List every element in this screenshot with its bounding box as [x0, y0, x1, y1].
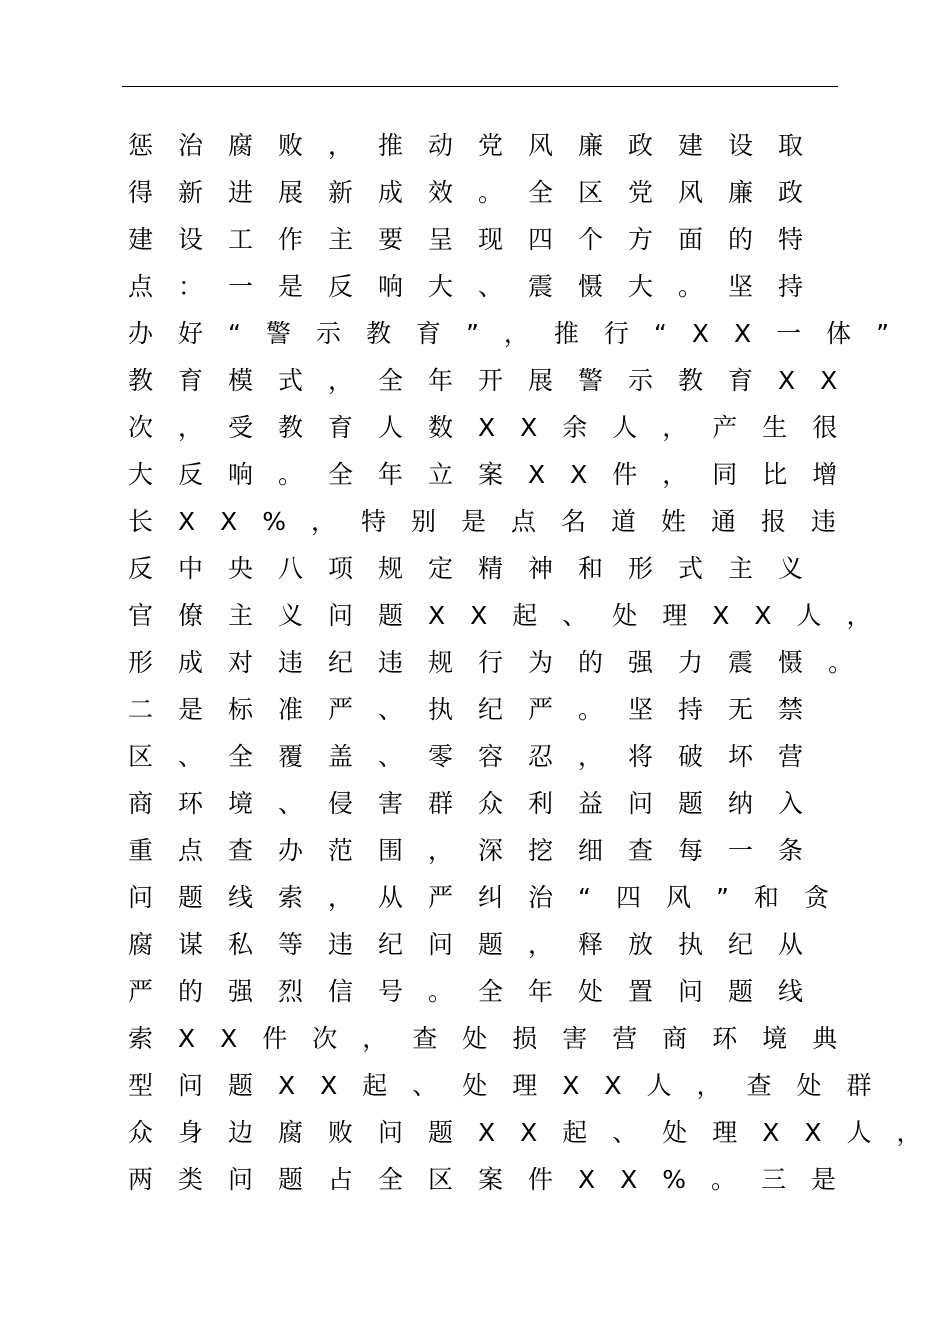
text-line: 重点查办范围，深挖细查每一条: [128, 836, 829, 865]
text-line: 反中央八项规定精神和形式主义: [128, 554, 829, 583]
body-text: [128, 122, 947, 1203]
text-line: 次，受教育人数XX余人，产生很: [128, 413, 863, 442]
text-line: 二是标准严、执纪严。坚持无禁: [128, 695, 829, 724]
text-line: 长XX%，特别是点名道姓通报违: [128, 507, 862, 536]
text-line: 索XX件次，查处损害营商环境典: [128, 1024, 863, 1053]
text-line: 问题线索，从严纠治“四风”和贪: [128, 883, 854, 912]
text-line: 型问题XX起、处理XX人，查处群: [128, 1071, 897, 1100]
text-line: 区、全覆盖、零容忍，将破坏营: [128, 742, 829, 771]
text-line: 商环境、侵害群众利益问题纳入: [128, 789, 829, 818]
text-line: 教育模式，全年开展警示教育XX: [128, 366, 863, 395]
text-line: 办好“警示教育”，推行“XX一体”: [128, 319, 915, 348]
text-line: 惩治腐败，推动党风廉政建设取: [128, 131, 829, 160]
text-line: 点：一是反响大、震慑大。坚持: [128, 272, 829, 301]
text-line: 腐谋私等违纪问题，释放执纪从: [128, 930, 829, 959]
text-line: 大反响。全年立案XX件，同比增: [128, 460, 863, 489]
text-line: 形成对违纪违规行为的强力震慑。: [128, 648, 879, 677]
text-line: 建设工作主要呈现四个方面的特: [128, 225, 829, 254]
text-line: 众身边腐败问题XX起、处理XX人，: [128, 1118, 947, 1147]
text-line: 官僚主义问题XX起、处理XX人，: [128, 601, 897, 630]
text-line: 两类问题占全区案件XX%。三是: [128, 1165, 862, 1194]
text-line: 严的强烈信号。全年处置问题线: [128, 977, 829, 1006]
text-line: 得新进展新成效。全区党风廉政: [128, 178, 829, 207]
header-rule: [122, 86, 838, 87]
